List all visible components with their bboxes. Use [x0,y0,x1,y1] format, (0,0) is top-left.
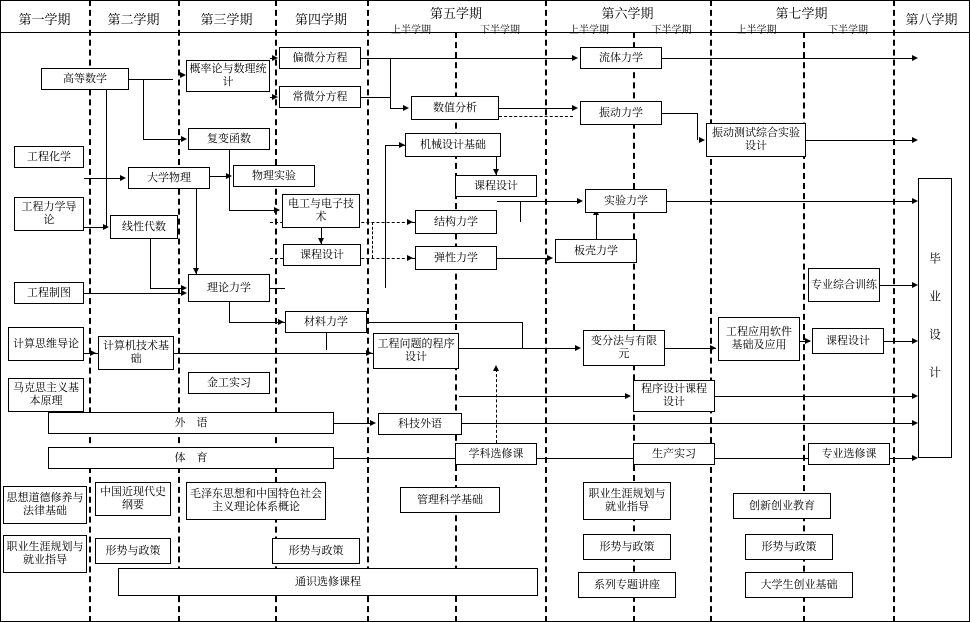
course-box[interactable]: 常微分方程 [279,86,361,108]
header-sem5-first-half: 上半学期 [391,25,431,36]
divider-6 [545,0,547,622]
link-line [390,58,391,108]
link-arrow [493,365,499,371]
link-line [697,113,698,140]
course-box[interactable]: 线性代数 [110,215,178,239]
course-box[interactable]: 高等数学 [41,68,129,90]
link-line [499,108,572,109]
course-box[interactable]: 理论力学 [188,274,270,302]
link-arrow [407,219,413,225]
header-sem1: 第一学期 [18,13,71,28]
course-box[interactable]: 课程设计 [283,244,361,266]
link-line [522,322,523,348]
link-line [665,348,716,349]
link-line [174,353,373,354]
link-arrow [366,350,372,356]
divider-4 [367,0,369,622]
divider-2 [178,0,180,622]
frame-left-border [0,0,1,622]
divider-10 [893,0,895,622]
course-box[interactable]: 外 语 [48,412,334,434]
course-box[interactable]: 毛泽东思想和中国特色社会主义理论体系概论 [186,482,326,520]
course-box[interactable]: 材料力学 [285,311,367,333]
course-box[interactable]: 电工与电子技术 [282,194,360,228]
course-box[interactable]: 形势与政策 [583,534,671,560]
link-arrow [547,255,553,261]
course-box[interactable]: 中国近现代史纲要 [95,482,171,516]
header-sem6-second-half: 下半学期 [651,25,692,36]
link-arrow [407,255,413,261]
course-box[interactable]: 专业选修课 [808,443,890,465]
link-arrow [912,55,918,61]
header-sem6: 第六学期 [601,7,654,22]
link-line [884,341,915,342]
course-box[interactable]: 程序设计课程设计 [633,380,715,412]
link-line [462,423,915,424]
link-arrow [272,55,278,61]
course-box[interactable]: 思想道德修养与法律基础 [3,486,87,524]
header-sem8: 第八学期 [905,13,958,28]
link-arrow [90,350,96,356]
course-box[interactable]: 板壳力学 [555,239,637,263]
link-line [326,333,327,350]
link-arrow [226,173,232,179]
link-line [270,288,285,289]
course-box[interactable]: 形势与政策 [95,538,171,564]
link-arrow [181,290,187,296]
link-arrow [370,420,376,426]
course-box[interactable]: 工程力学导论 [14,197,84,231]
link-arrow [625,393,631,399]
course-box[interactable]: 振动测试综合实验设计 [706,123,806,157]
link-line-dashed [496,369,497,443]
course-box[interactable]: 弹性力学 [415,246,497,270]
course-box[interactable]: 系列专题讲座 [578,572,676,598]
course-box[interactable]: 职业生涯规划与就业指导 [583,482,671,520]
course-box[interactable]: 课程设计 [455,175,537,197]
course-box[interactable]: 工程制图 [14,282,84,304]
link-line [143,79,144,139]
link-line [361,97,391,98]
link-arrow [805,338,811,344]
link-line [106,79,107,227]
header-sem7: 第七学期 [775,7,828,22]
link-line [367,322,522,323]
link-line [229,210,279,211]
course-box[interactable]: 流体力学 [580,47,662,69]
course-box[interactable]: 振动力学 [580,101,662,125]
header-sem5-second-half: 下半学期 [480,25,520,36]
link-arrow [181,136,187,142]
link-line [229,322,285,323]
link-line-dashed [372,222,373,258]
link-arrow [699,137,705,143]
course-box[interactable]: 工程应用软件基础及应用 [718,317,800,361]
link-line [334,423,372,424]
header-sem7-second-half: 下半学期 [828,25,868,36]
course-box[interactable]: 职业生涯规划与就业指导 [3,535,87,573]
link-line [662,113,697,114]
course-box[interactable]: 结构力学 [415,210,497,234]
link-line [270,97,274,98]
link-line [662,58,915,59]
link-arrow [575,345,581,351]
course-box[interactable]: 机械设计基础 [405,133,501,157]
link-line [196,189,197,274]
course-box[interactable]: 通识选修课程 [118,568,538,596]
link-line [459,348,575,349]
course-box[interactable]: 变分法与有限元 [583,330,665,366]
link-line [715,396,915,397]
course-box[interactable]: 数值分析 [411,96,499,120]
course-box[interactable]: 管理科学基础 [400,487,500,513]
link-arrow [120,175,126,181]
course-box[interactable]: 课程设计 [812,328,884,354]
header-sem4: 第四学期 [294,13,347,28]
course-box[interactable]: 生产实习 [633,443,715,465]
course-box[interactable]: 学科选修课 [455,443,537,465]
course-box[interactable]: 马克思主义基本原理 [8,378,84,412]
link-arrow [403,105,409,111]
course-box[interactable]: 复变函数 [188,128,270,150]
link-arrow [278,319,284,325]
link-line [361,58,573,59]
link-arrow [912,137,918,143]
course-box[interactable]: 专业综合训练 [808,268,880,302]
link-line [667,201,915,202]
link-line [596,213,597,239]
link-line-dashed [499,116,573,117]
link-line [84,227,106,228]
course-box[interactable]: 大学物理 [128,167,210,189]
link-line [229,150,230,210]
frame-top-border [0,0,970,1]
course-box[interactable]: 金工实习 [188,372,270,394]
course-box[interactable]: 工程化学 [14,146,84,168]
link-line [84,178,124,179]
link-line [459,396,625,397]
link-arrow [577,198,583,204]
link-line [229,302,230,322]
course-box[interactable]: 物理实验 [233,165,315,187]
header-sem7-first-half: 上半学期 [736,25,777,36]
link-line [497,258,547,259]
course-box[interactable]: 形势与政策 [272,538,360,564]
course-box[interactable]: 大学生创业基础 [745,572,853,598]
graduation-design-box[interactable]: 毕 业 设 计 [918,178,952,458]
header-sem3: 第三学期 [200,13,253,28]
course-box[interactable]: 偏微分方程 [279,47,361,69]
header-sem6-first-half: 上半学期 [569,25,609,36]
course-box[interactable]: 概率论与数理统计 [186,60,270,92]
divider-8 [710,0,712,622]
divider-5-half [455,32,457,622]
link-line [143,139,182,140]
link-line [129,79,173,80]
link-line [880,285,915,286]
divider-1 [89,0,91,622]
link-line [84,293,182,294]
link-line [150,288,182,289]
course-box[interactable]: 实验力学 [585,189,667,213]
link-arrow [710,345,716,351]
link-arrow [572,55,578,61]
link-arrow [572,105,578,111]
header-sem5: 第五学期 [429,7,482,22]
link-line [520,201,521,222]
course-box[interactable]: 科技外语 [378,413,462,435]
link-line [150,239,151,288]
link-line [806,140,915,141]
course-box[interactable]: 计算思维导论 [8,327,84,361]
link-line [497,201,580,202]
course-box[interactable]: 形势与政策 [745,534,833,560]
course-box[interactable]: 计算机技术基础 [98,336,174,370]
course-box[interactable]: 创新创业教育 [733,493,831,519]
course-box[interactable]: 工程问题的程序设计 [373,333,459,369]
course-box[interactable]: 体 育 [48,447,334,469]
link-line [385,145,386,288]
header-sem2: 第二学期 [107,13,160,28]
link-arrow [274,207,280,213]
